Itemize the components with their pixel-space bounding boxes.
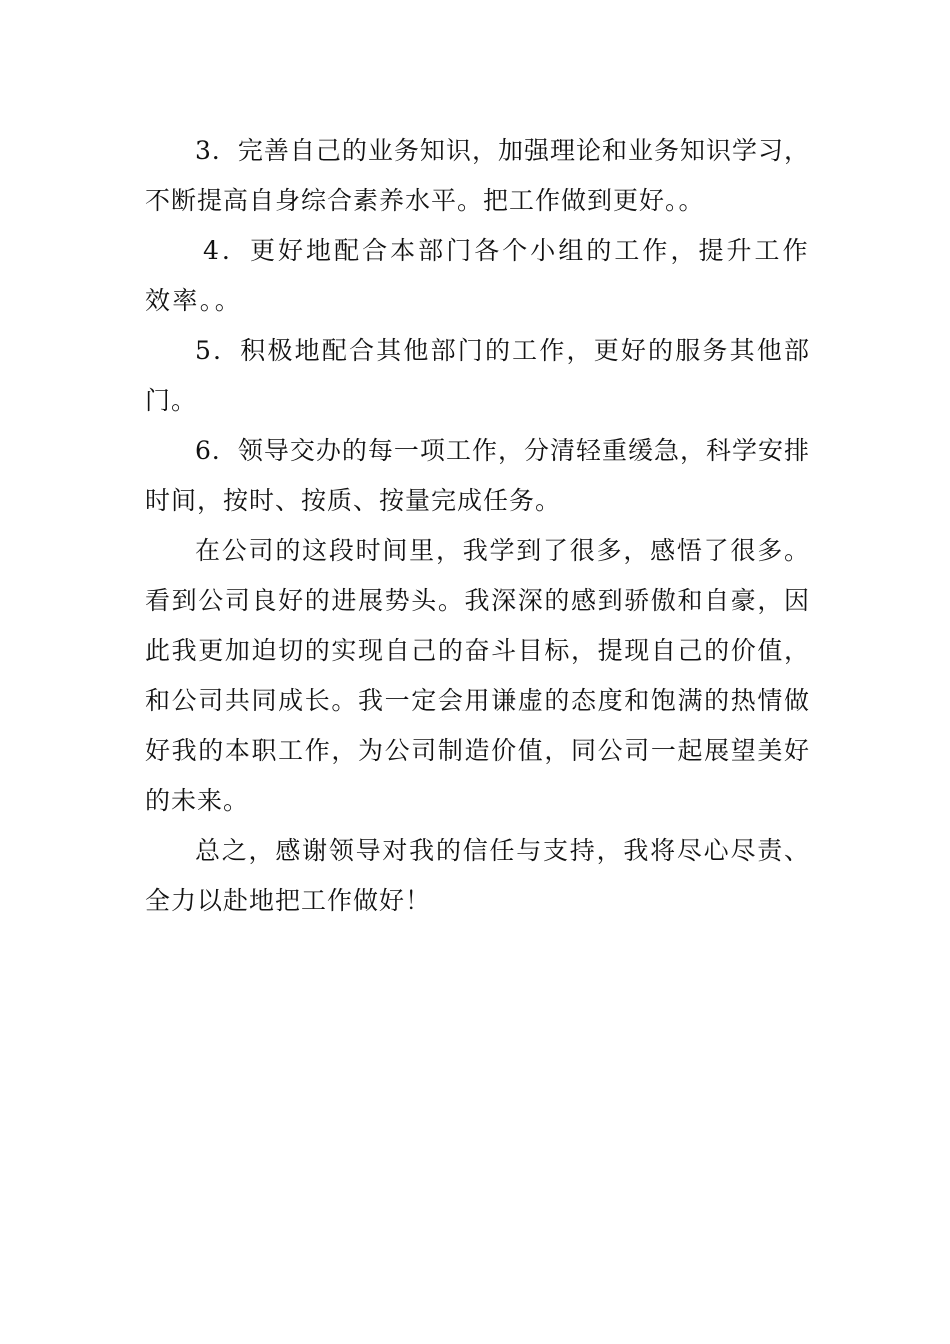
paragraph-item-5: 5．积极地配合其他部门的工作，更好的服务其他部门。 (145, 336, 810, 415)
paragraph-reflection: 在公司的这段时间里，我学到了很多，感悟了很多。看到公司良好的进展势头。我深深的感到骄傲和自豪，因此我更加迫切的实现自己的奋斗目标，提现自己的价值，和公司共同成长。我一定会用谦虚的态度和饱满的热情做好我的本职工作，为公司制造价值，同公司一起展望美好的未来。 (145, 536, 810, 815)
paragraph-conclusion: 总之，感谢领导对我的信任与支持，我将尽心尽责、全力以赴地把工作做好！ (145, 836, 810, 915)
paragraph-item-3: 3．完善自己的业务知识，加强理论和业务知识学习，不断提高自身综合素养水平。把工作做到更好。。 (145, 136, 810, 215)
paragraph-item-6: 6．领导交办的每一项工作，分清轻重缓急，科学安排时间，按时、按质、按量完成任务。 (145, 436, 810, 515)
document-body (145, 126, 810, 926)
paragraph-item-4: 4．更好地配合本部门各个小组的工作，提升工作效率。。 (145, 236, 810, 315)
